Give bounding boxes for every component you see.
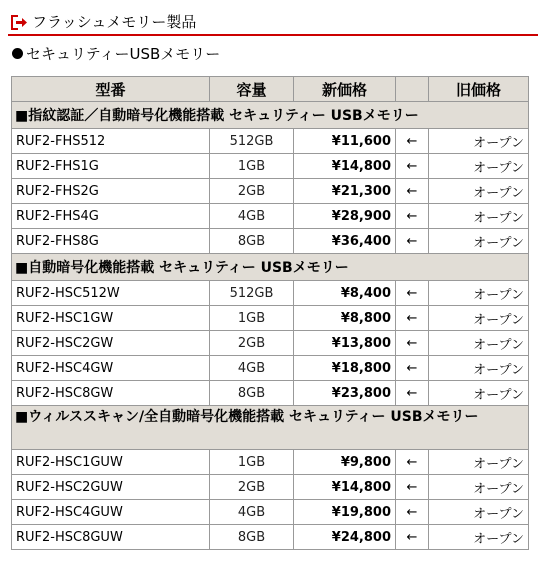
section-title: セキュリティーUSBメモリー bbox=[26, 45, 221, 63]
cell-capacity: 1GB bbox=[210, 154, 294, 179]
table-row bbox=[12, 204, 529, 229]
cell-old-price: オープン bbox=[429, 204, 529, 229]
cell-new-price: ¥36,400 bbox=[294, 229, 396, 254]
cell-model: RUF2-FHS1G bbox=[12, 154, 210, 179]
cell-model: RUF2-HSC2GUW bbox=[12, 475, 210, 500]
cell-model: RUF2-FHS2G bbox=[12, 179, 210, 204]
cell-new-price: ¥18,800 bbox=[294, 356, 396, 381]
cell-new-price: ¥28,900 bbox=[294, 204, 396, 229]
table-row bbox=[12, 500, 529, 525]
cell-new-price: ¥14,800 bbox=[294, 475, 396, 500]
cell-arrow: ← bbox=[396, 306, 429, 331]
cell-capacity: 4GB bbox=[210, 204, 294, 229]
cell-capacity: 2GB bbox=[210, 331, 294, 356]
column-header-model: 型番 bbox=[12, 77, 210, 102]
cell-model: RUF2-FHS8G bbox=[12, 229, 210, 254]
cell-arrow: ← bbox=[396, 450, 429, 475]
cell-capacity: 4GB bbox=[210, 356, 294, 381]
cell-capacity: 2GB bbox=[210, 179, 294, 204]
cell-arrow: ← bbox=[396, 281, 429, 306]
cell-arrow: ← bbox=[396, 331, 429, 356]
cell-model: RUF2-HSC8GUW bbox=[12, 525, 210, 550]
cell-old-price: オープン bbox=[429, 281, 529, 306]
group-title: ■自動暗号化機能搭載 セキュリティー USBメモリー bbox=[12, 254, 529, 281]
cell-new-price: ¥8,800 bbox=[294, 306, 396, 331]
table-row bbox=[12, 356, 529, 381]
cell-arrow: ← bbox=[396, 356, 429, 381]
bullet-icon bbox=[12, 48, 23, 59]
section-heading bbox=[12, 44, 220, 64]
cell-capacity: 512GB bbox=[210, 281, 294, 306]
column-header-old-price: 旧価格 bbox=[429, 77, 529, 102]
cell-old-price: オープン bbox=[429, 306, 529, 331]
page-header bbox=[8, 10, 538, 36]
table-header-row bbox=[12, 77, 529, 102]
cell-old-price: オープン bbox=[429, 450, 529, 475]
cell-old-price: オープン bbox=[429, 356, 529, 381]
cell-arrow: ← bbox=[396, 154, 429, 179]
cell-model: RUF2-HSC512W bbox=[12, 281, 210, 306]
cell-model: RUF2-FHS512 bbox=[12, 129, 210, 154]
table-row bbox=[12, 331, 529, 356]
cell-arrow: ← bbox=[396, 129, 429, 154]
cell-capacity: 2GB bbox=[210, 475, 294, 500]
cell-model: RUF2-FHS4G bbox=[12, 204, 210, 229]
table-row bbox=[12, 154, 529, 179]
cell-old-price: オープン bbox=[429, 179, 529, 204]
page-title: フラッシュメモリー製品 bbox=[32, 13, 197, 31]
table-row bbox=[12, 525, 529, 550]
cell-capacity: 1GB bbox=[210, 306, 294, 331]
cell-model: RUF2-HSC2GW bbox=[12, 331, 210, 356]
cell-capacity: 8GB bbox=[210, 381, 294, 406]
group-title: ■ウィルススキャン/全自動暗号化機能搭載 セキュリティー USBメモリー bbox=[12, 406, 529, 450]
cell-old-price: オープン bbox=[429, 381, 529, 406]
cell-old-price: オープン bbox=[429, 331, 529, 356]
group-title: ■指紋認証／自動暗号化機能搭載 セキュリティー USBメモリー bbox=[12, 102, 529, 129]
cell-arrow: ← bbox=[396, 229, 429, 254]
table-row bbox=[12, 381, 529, 406]
cell-old-price: オープン bbox=[429, 525, 529, 550]
cell-capacity: 4GB bbox=[210, 500, 294, 525]
cell-new-price: ¥21,300 bbox=[294, 179, 396, 204]
cell-old-price: オープン bbox=[429, 154, 529, 179]
cell-capacity: 8GB bbox=[210, 525, 294, 550]
cell-new-price: ¥8,400 bbox=[294, 281, 396, 306]
table-row bbox=[12, 179, 529, 204]
cell-model: RUF2-HSC1GUW bbox=[12, 450, 210, 475]
cell-arrow: ← bbox=[396, 381, 429, 406]
cell-old-price: オープン bbox=[429, 475, 529, 500]
column-header-arrow bbox=[396, 77, 429, 102]
cell-model: RUF2-HSC4GUW bbox=[12, 500, 210, 525]
table-row bbox=[12, 229, 529, 254]
price-table bbox=[11, 76, 529, 550]
table-row bbox=[12, 475, 529, 500]
cell-new-price: ¥13,800 bbox=[294, 331, 396, 356]
cell-model: RUF2-HSC1GW bbox=[12, 306, 210, 331]
cell-new-price: ¥23,800 bbox=[294, 381, 396, 406]
cell-capacity: 512GB bbox=[210, 129, 294, 154]
cell-arrow: ← bbox=[396, 500, 429, 525]
column-header-new-price: 新価格 bbox=[294, 77, 396, 102]
cell-old-price: オープン bbox=[429, 129, 529, 154]
table-row bbox=[12, 450, 529, 475]
cell-arrow: ← bbox=[396, 525, 429, 550]
group-header-row bbox=[12, 254, 529, 281]
table-row bbox=[12, 129, 529, 154]
cell-new-price: ¥19,800 bbox=[294, 500, 396, 525]
cell-old-price: オープン bbox=[429, 229, 529, 254]
cell-capacity: 1GB bbox=[210, 450, 294, 475]
cell-model: RUF2-HSC8GW bbox=[12, 381, 210, 406]
cell-old-price: オープン bbox=[429, 500, 529, 525]
cell-new-price: ¥11,600 bbox=[294, 129, 396, 154]
group-header-row bbox=[12, 406, 529, 450]
cell-arrow: ← bbox=[396, 204, 429, 229]
cell-arrow: ← bbox=[396, 179, 429, 204]
table-body bbox=[12, 102, 529, 550]
group-header-row bbox=[12, 102, 529, 129]
cell-model: RUF2-HSC4GW bbox=[12, 356, 210, 381]
cell-new-price: ¥24,800 bbox=[294, 525, 396, 550]
arrow-right-bracket-icon bbox=[10, 14, 28, 31]
table-row bbox=[12, 306, 529, 331]
table-row bbox=[12, 281, 529, 306]
cell-capacity: 8GB bbox=[210, 229, 294, 254]
cell-new-price: ¥9,800 bbox=[294, 450, 396, 475]
cell-arrow: ← bbox=[396, 475, 429, 500]
column-header-capacity: 容量 bbox=[210, 77, 294, 102]
cell-new-price: ¥14,800 bbox=[294, 154, 396, 179]
